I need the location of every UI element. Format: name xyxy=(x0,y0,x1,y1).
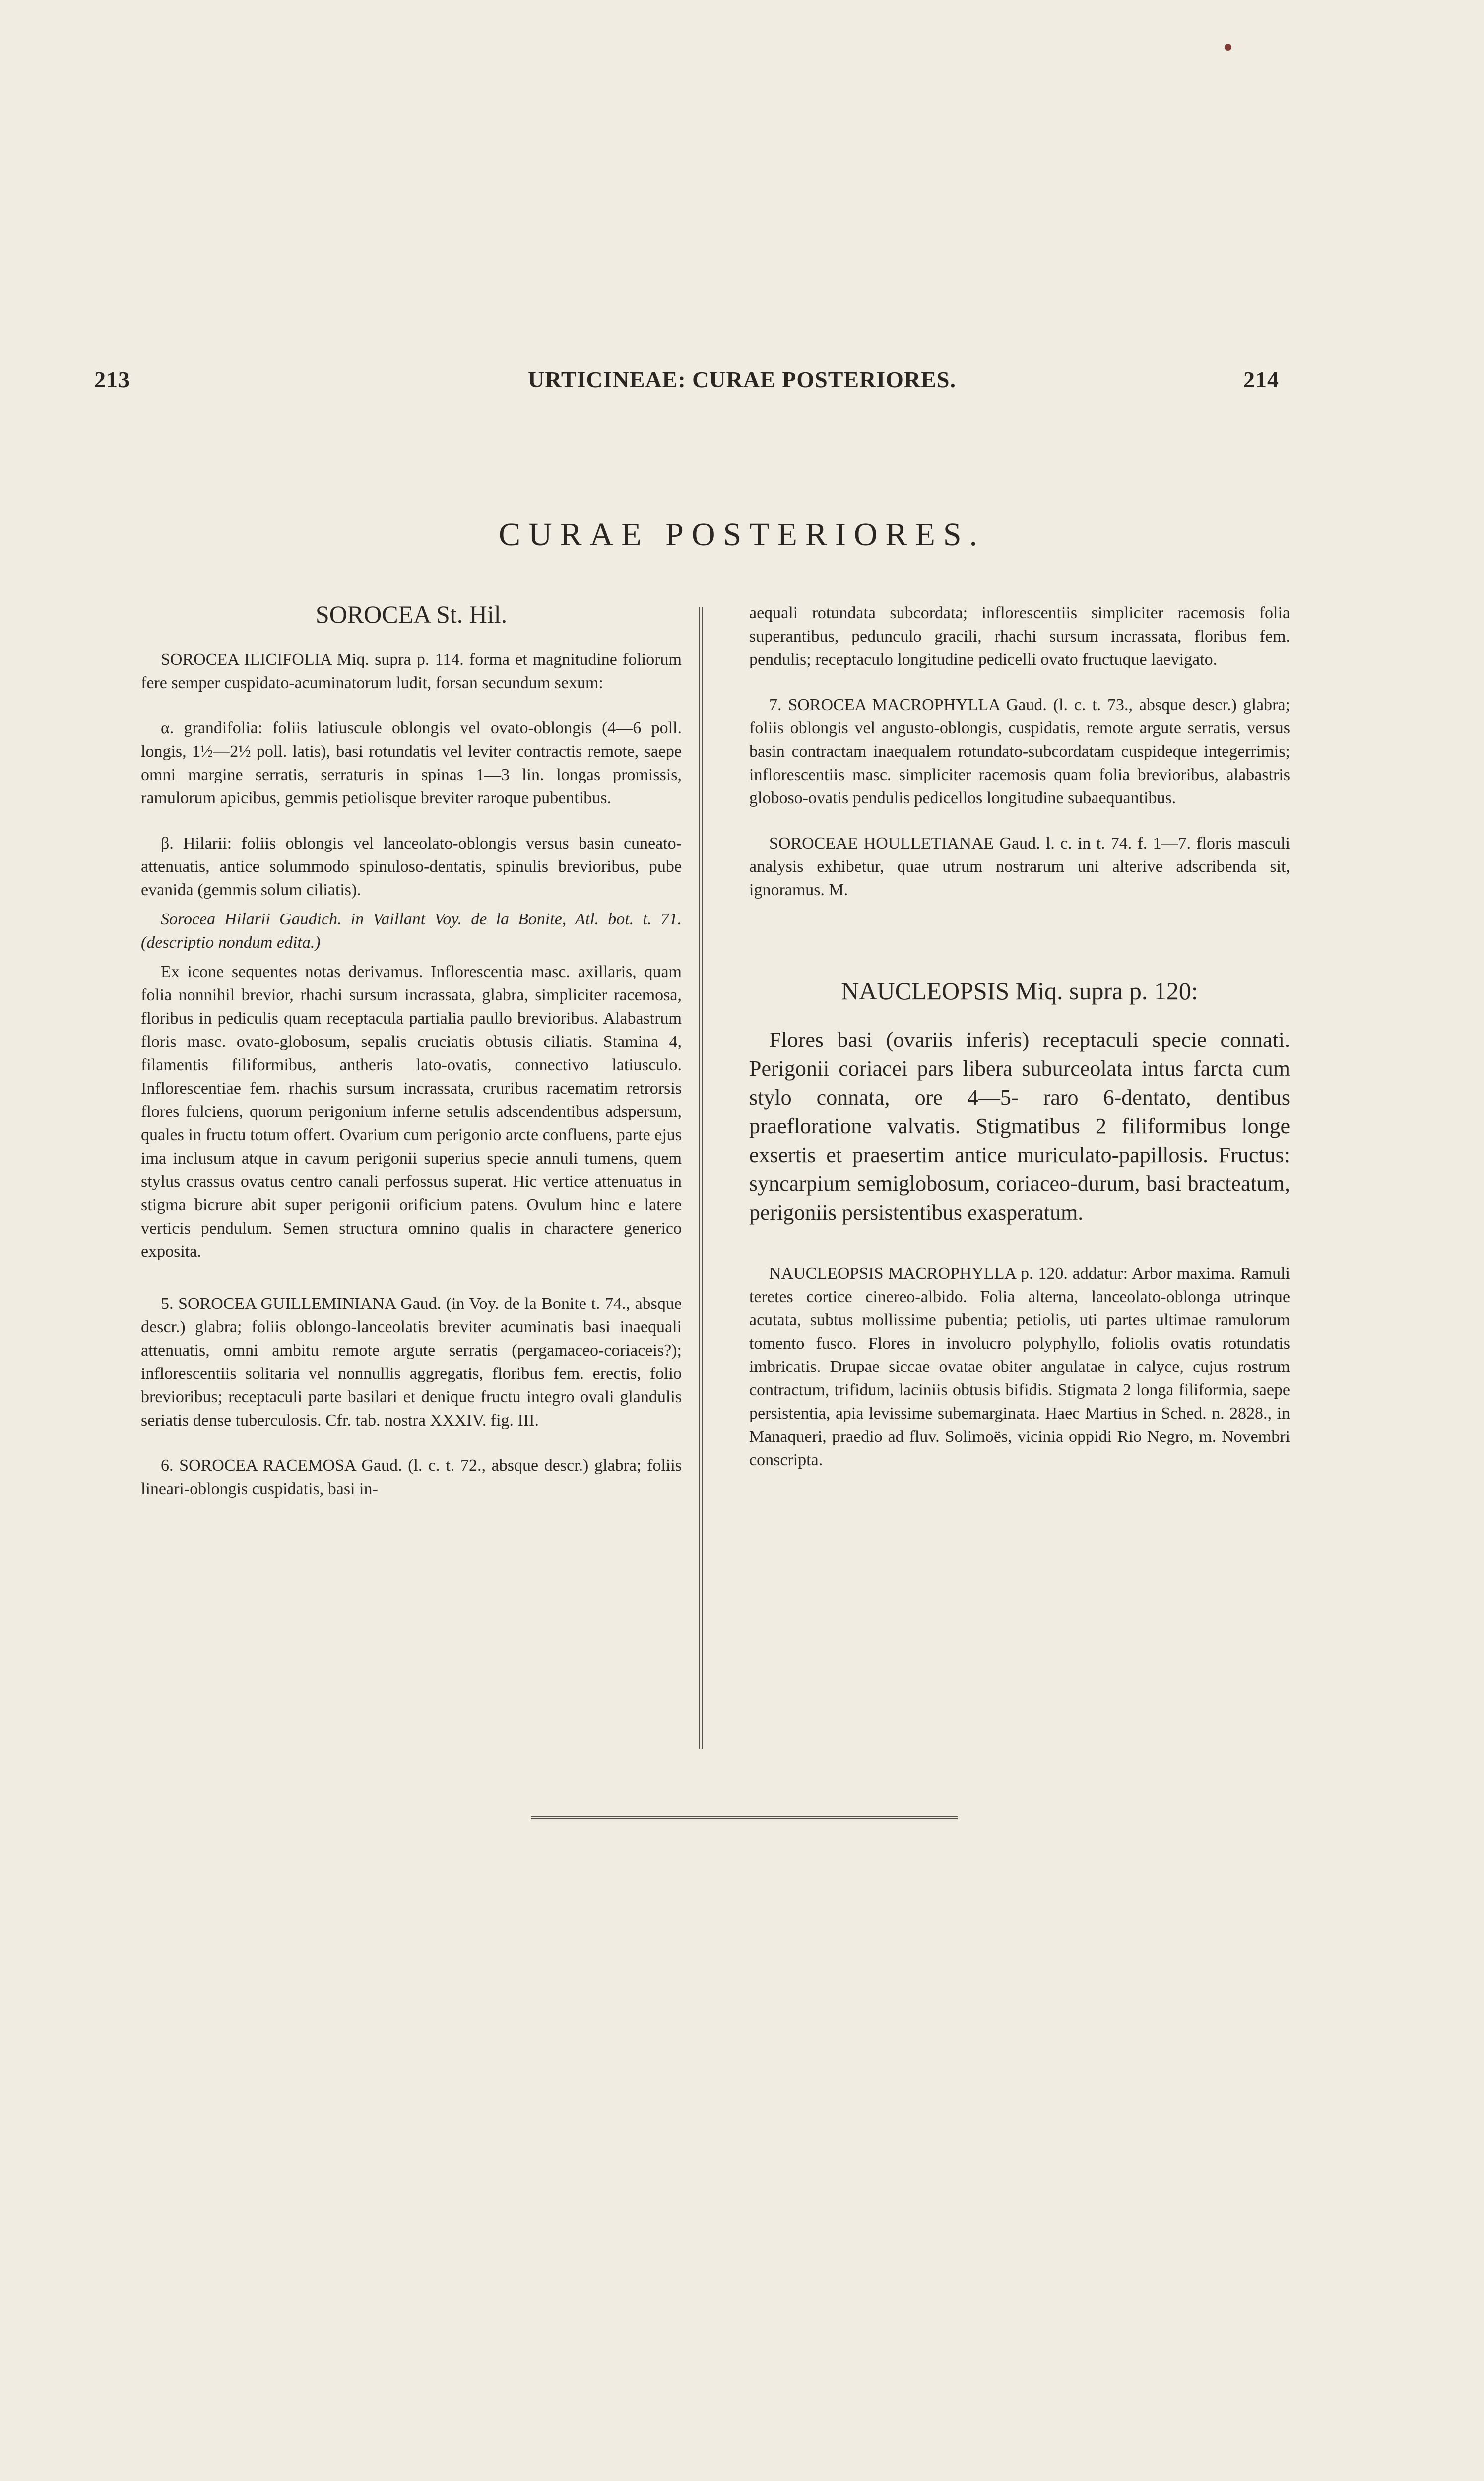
ink-spot xyxy=(1225,44,1231,51)
page-number-left: 213 xyxy=(94,367,130,392)
column-divider xyxy=(699,607,703,1749)
page-number-right: 214 xyxy=(1243,367,1279,392)
paragraph-guilleminiana: 5. SOROCEA GUILLEMINIANA Gaud. (in Voy. de la Bonite t. 74., absque descr.) glabra; foliis oblongo-lanceolatis breviter acuminatis basi inaequali attenuatis, omni ambitu remote argute serratis (pergamaceo-coriaceis?); inflorescentiis solitaria vel nonnullis aggregatis, floribus fem. erectis, folio brevioribus; receptaculi parte basilari et denique fructu integro ovali glandulis seriatis dense tuberculosis. Cfr. tab. nostra XXXIV. fig. III. xyxy=(141,1295,682,1430)
paragraph-ilicifolia: SOROCEA ILICIFOLIA Miq. supra p. 114. forma et magnitudine foliorum fere semper cuspidato-acuminatorum ludit, forsan secundum sexum: xyxy=(141,651,682,692)
naucleopsis-description: Flores basi (ovariis inferis) receptaculi specie connati. Perigonii coriacei pars libera suburceolata intus farcta cum stylo connata, ore 4—5- raro 6-dentato, dentibus praefloratione valvatis. Stigmatibus 2 filiformibus longe exsertis et praesertim antice muriculato-papillosis. Fructus: syncarpium semiglobosum, coriaceo-durum, basi bracteatum, perigoniis persistentibus exasperatum. xyxy=(749,1028,1290,1225)
main-title: CURAE POSTERIORES. xyxy=(498,517,986,553)
paragraph-synonym: Sorocea Hilarii Gaudich. in Vaillant Voy. de la Bonite, Atl. bot. t. 71. (descriptio nondum edita.) xyxy=(141,910,682,952)
end-rule xyxy=(531,1816,958,1819)
right-column xyxy=(749,601,1290,1472)
paragraph-alpha: α. grandifolia: foliis latiuscule oblongis vel ovato-oblongis (4—6 poll. longis, 1½—2½ poll. latis), basi rotundatis vel leviter contractis remote, saepe omni margine serratis, serraturis in spinas 1—3 lin. longas promissis, ramulorum apicibus, gemmis petiolisque breviter raroque pubentibus. xyxy=(141,719,682,807)
paragraph-naucleopsis-macrophylla: NAUCLEOPSIS MACROPHYLLA p. 120. addatur: Arbor maxima. Ramuli teretes cortice cinereo-albido. Folia alterna, lanceolato-oblonga utrinque acutata, subtus mollissime pubentia; petiolis, uti partes ultimae ramulorum tomento fusco. Flores in involucro polyphyllo, foliolis ovatis rotundatis imbricatis. Drupae siccae ovatae obiter angulatae in calyce, cujus rostrum contractum, trifidum, laciniis obtusis bifidis. Stigmata 2 longa filiformia, saepe persistentia, apia levissime subemarginata. Haec Martius in Sched. n. 2828., in Manaqueri, praedio ad fluv. Solimoës, vicinia oppidi Rio Negro, m. Novembri conscripta. xyxy=(749,1264,1290,1469)
genus-heading-sorocea: SOROCEA St. Hil. xyxy=(315,600,508,628)
left-column xyxy=(141,599,682,1501)
running-title: URTICINEAE: CURAE POSTERIORES. xyxy=(528,367,956,392)
paragraph-houlletianae: SOROCEAE HOULLETIANAE Gaud. l. c. in t. 74. f. 1—7. floris masculi analysis exhibetur, quae utrum nostrarum uni alterive adscribenda sit, ignoramus. M. xyxy=(749,834,1290,899)
paragraph-racemosa-cont: aequali rotundata subcordata; inflorescentiis simpliciter racemosis folia superantibus, pedunculo gracili, rhachi sursum incrassata, floribus fem. pendulis; receptaculo longitudine pedicelli ovato fructuque laevigato. xyxy=(749,604,1290,669)
paragraph-racemosa: 6. SOROCEA RACEMOSA Gaud. (l. c. t. 72., absque descr.) glabra; foliis lineari-oblongis cuspidatis, basi in- xyxy=(141,1456,682,1498)
paragraph-beta: β. Hilarii: foliis oblongis vel lanceolato-oblongis versus basin cuneato-attenuatis, antice solummodo spinuloso-dentatis, spinulis brevioribus, pube evanida (gemmis solum ciliatis). xyxy=(141,834,682,899)
genus-heading-naucleopsis: NAUCLEOPSIS Miq. supra p. 120: xyxy=(841,977,1198,1005)
paragraph-macrophylla: 7. SOROCEA MACROPHYLLA Gaud. (l. c. t. 73., absque descr.) glabra; foliis oblongis vel angusto-oblongis, cuspidatis, remote argute serratis, versus basin contractam inaequalem rotundato-subcordatam cuspideque integerrimis; inflorescentiis masc. simpliciter racemosis quam folia brevioribus, alabastris globoso-ovatis pendulis pedicellos longitudine subaequantibus. xyxy=(749,696,1290,807)
paragraph-description: Ex icone sequentes notas derivamus. Inflorescentia masc. axillaris, quam folia nonnihil brevior, rhachi sursum incrassata, glabra, simpliciter racemosa, floribus in pediculis quam receptacula partialia paullo brevioribus. Alabastrum floris masc. ovato-globosum, sepalis cruciatis obtusis ciliatis. Stamina 4, filamentis filiformibus, antheris lato-ovatis, connectivo latiusculo. Inflorescentiae fem. rhachis sursum incrassata, cruribus racematim retrorsis flores fulciens, quorum perigonium inferne setulis adscendentibus adspersum, quales in fructu totum offert. Ovarium cum perigonio arcte confluens, parte ejus ima inclusum atque in cavum perigonii superius specie annuli tumens, quem stylus crassus ovatus centro canali perfossus superat. Hic vertice attenuatus in stigma bicrure abit super perigonii orificium patens. Ovulum hinc e latere verticis pendulum. Semen structura omnino qualis in charactere generico exposita. xyxy=(141,963,682,1261)
